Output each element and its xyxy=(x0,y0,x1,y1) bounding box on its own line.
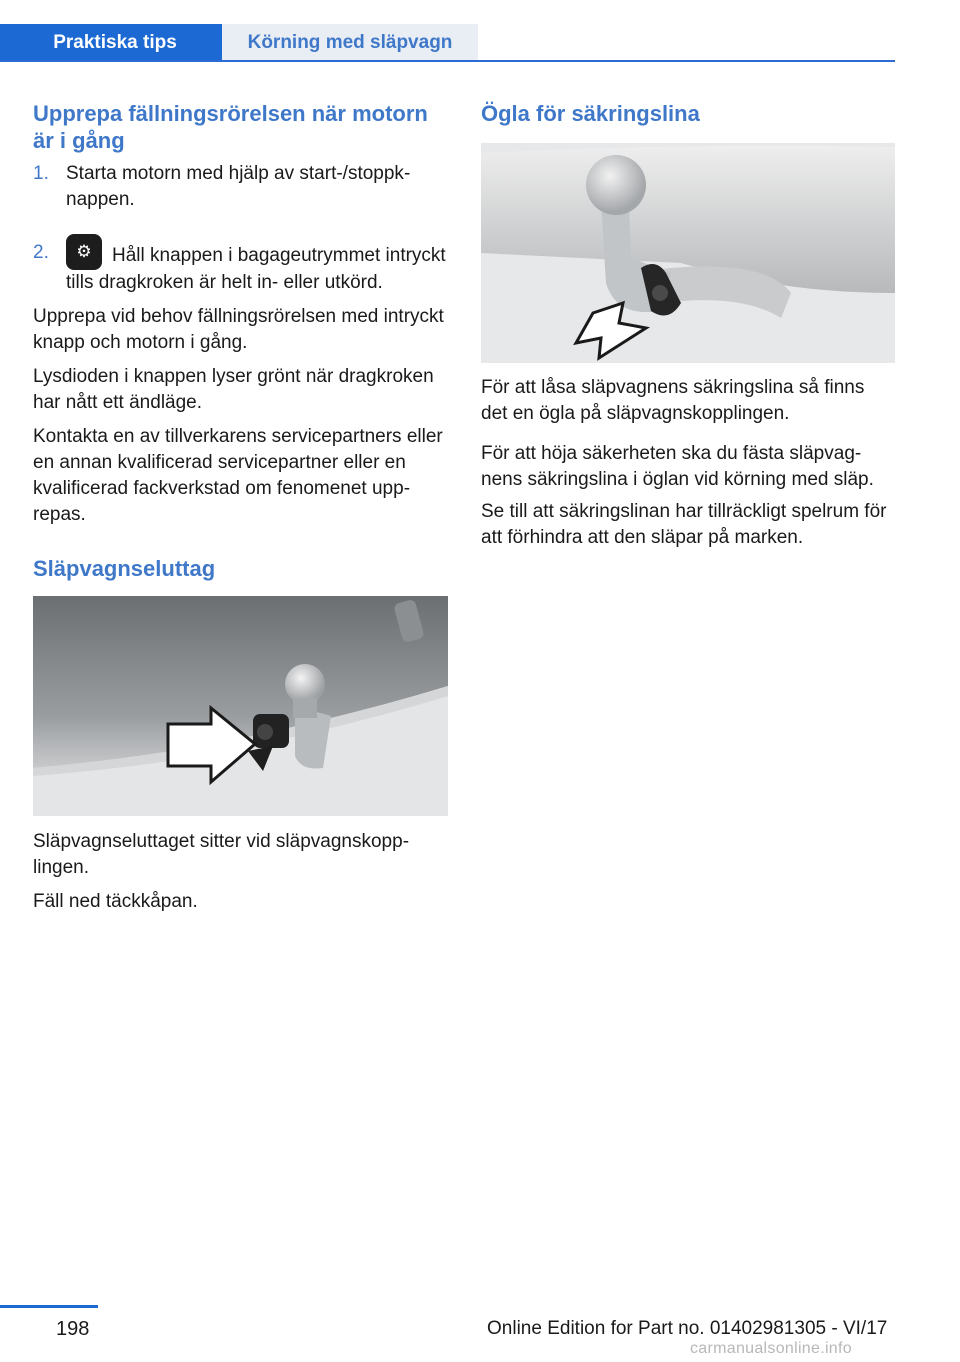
step-text: Starta motorn med hjälp av start-/stoppknappen. xyxy=(66,163,411,210)
header-divider xyxy=(0,60,895,62)
list-item xyxy=(33,161,448,213)
steps-list xyxy=(33,161,448,296)
tab-korning-med-slapvagn[interactable]: Körning med släpvagn xyxy=(222,24,478,61)
safety-eye-image xyxy=(481,143,895,363)
paragraph: Upprepa vid behov fällningsrörelsen med intryckt knapp och motorn i gång. xyxy=(33,306,444,353)
paragraph: Kontakta en av tillverkarens servicepartners eller en annan kvalificerad servicepartner eller en kvalificerad fackverkstad om fenomenet upprepas. xyxy=(33,426,443,525)
list-item xyxy=(33,234,448,296)
trailer-socket-image xyxy=(33,596,448,816)
paragraph: För att höja säkerheten ska du fästa släpvagnens säkringslina i öglan vid körning med släp. xyxy=(481,443,874,490)
page-header xyxy=(0,24,895,62)
watermark: carmanualsonline.info xyxy=(690,1340,852,1357)
tab-praktiska-tips[interactable]: Praktiska tips xyxy=(0,24,222,61)
footer-divider xyxy=(0,1305,98,1308)
edition-info: Online Edition for Part no. 01402981305 - VI/17 xyxy=(487,1318,888,1339)
paragraph: Lysdioden i knappen lyser grönt när dragkroken har nått ett ändläge. xyxy=(33,366,434,413)
step-number: 2. xyxy=(33,242,49,263)
section-title-trailer-socket: Släpvagnseluttag xyxy=(33,556,216,581)
left-column xyxy=(33,100,448,915)
right-column xyxy=(481,100,895,551)
step-number: 1. xyxy=(33,163,49,184)
step-text: Håll knappen i bagageutrymmet intryckt tills dragkroken är helt in- eller utkörd. xyxy=(66,245,446,293)
paragraph: Se till att säkringslinan har tillräckligt spelrum för att förhindra att den släpar på marken. xyxy=(481,501,887,548)
page-number: 198 xyxy=(56,1318,90,1340)
paragraph: För att låsa släpvagnens säkringslina så finns det en ögla på släpvagnskopplingen. xyxy=(481,377,865,424)
paragraph: Fäll ned täckkåpan. xyxy=(33,891,198,912)
section-title-safety-eye: Ögla för säkringslina xyxy=(481,101,700,126)
paragraph: Släpvagnseluttaget sitter vid släpvagnskopplingen. xyxy=(33,831,410,878)
trunk-button-icon: ⚙ xyxy=(66,234,102,270)
section-title-repeat-folding: Upprepa fällningsrörelsen när motorn är i gång xyxy=(33,101,428,153)
